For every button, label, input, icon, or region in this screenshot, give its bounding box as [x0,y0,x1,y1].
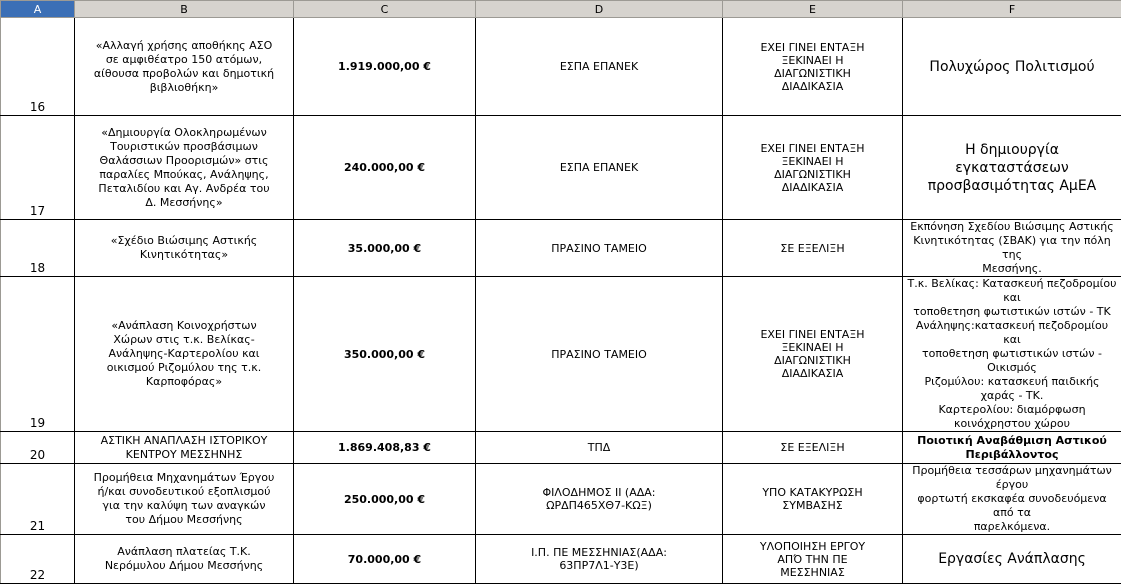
status-text: ΕΧΕΙ ΓΙΝΕΙ ΕΝΤΑΞΗ ΞΕΚΙΝΑΕΙ Η ΔΙΑΓΩΝΙΣΤΙΚΗ ΔΙΑΔΙΚΑΣΙΑ [727,328,898,380]
status-text: ΣΕ ΕΞΕΛΙΞΗ [727,441,898,454]
project-title: «Σχέδιο Βιώσιμης Αστικής Κινητικότητας» [79,234,289,262]
status-text: ΣΕ ΕΞΕΛΙΞΗ [727,242,898,255]
budget-cell[interactable] [294,18,476,116]
status-text: ΥΛΟΠΟΙΗΣΗ ΕΡΓΟΥ ΑΠΌ ΤΗΝ ΠΕ ΜΕΣΣΗΝΙΑΣ [727,540,898,579]
project-title-cell[interactable] [75,432,294,464]
status-cell[interactable] [723,432,903,464]
column-header-a[interactable]: A [1,1,75,18]
row-number[interactable]: 16 [1,18,75,116]
column-header-f[interactable]: F [903,1,1121,18]
funding-cell[interactable] [476,535,723,584]
budget-value: 1.869.408,83 € [298,441,471,454]
funding-source: ΠΡΑΣΙΝΟ ΤΑΜΕΙΟ [480,348,718,361]
table-row [1,464,1121,535]
funding-source: ΦΙΛΟΔΗΜΟΣ ΙΙ (ΑΔΑ: ΩΡΔΠ465ΧΘ7-ΚΩΞ) [480,486,718,512]
funding-cell[interactable] [476,18,723,116]
status-cell[interactable] [723,116,903,220]
description-text: Ποιοτική Αναβάθμιση Αστικού Περιβάλλοντος [907,434,1117,462]
table-row [1,432,1121,464]
description-cell[interactable] [903,464,1121,535]
table-row [1,535,1121,584]
column-header-d[interactable]: D [476,1,723,18]
description-cell[interactable] [903,432,1121,464]
table-row [1,277,1121,432]
description-cell[interactable] [903,18,1121,116]
status-cell[interactable] [723,277,903,432]
funding-cell[interactable] [476,277,723,432]
budget-value: 70.000,00 € [298,553,471,566]
description-text: Εκπόνηση Σχεδίου Βιώσιμης Αστικής Κινητικότητας (ΣΒΑΚ) για την πόλη της Μεσσήνης. [907,220,1117,276]
budget-value: 250.000,00 € [298,493,471,506]
description-text: Προμήθεια τεσσάρων μηχανημάτων έργου φορτωτή εκσκαφέα συνοδευόμενα από τα παρελκόμενα. [907,464,1117,534]
budget-cell[interactable] [294,277,476,432]
project-title: «Αλλαγή χρήσης αποθήκης ΑΣΟ σε αμφιθέατρο 150 ατόμων, αίθουσα προβολών και δημοτική βιβλιοθήκη» [79,39,289,95]
project-title-cell[interactable] [75,464,294,535]
funding-cell[interactable] [476,464,723,535]
budget-cell[interactable] [294,220,476,277]
status-cell[interactable] [723,464,903,535]
funding-source: ΕΣΠΑ ΕΠΑΝΕΚ [480,60,718,73]
funding-source: Ι.Π. ΠΕ ΜΕΣΣΗΝΙΑΣ(ΑΔΑ: 63ΠΡ7Λ1-Υ3Ε) [480,546,718,572]
funding-cell[interactable] [476,116,723,220]
column-header-e[interactable]: E [723,1,903,18]
table-row [1,220,1121,277]
budget-cell[interactable] [294,464,476,535]
description-text: Εργασίες Ανάπλασης [907,550,1117,568]
budget-value: 350.000,00 € [298,348,471,361]
status-text: ΕΧΕΙ ΓΙΝΕΙ ΕΝΤΑΞΗ ΞΕΚΙΝΑΕΙ Η ΔΙΑΓΩΝΙΣΤΙΚΗ ΔΙΑΔΙΚΑΣΙΑ [727,142,898,194]
budget-cell[interactable] [294,432,476,464]
project-title: Ανάπλαση πλατείας Τ.Κ. Νερόμυλου Δήμου Μεσσήνης [79,545,289,573]
budget-value: 1.919.000,00 € [298,60,471,73]
funding-source: ΠΡΑΣΙΝΟ ΤΑΜΕΙΟ [480,242,718,255]
funding-source: ΤΠΔ [480,441,718,454]
project-title-cell[interactable] [75,535,294,584]
column-header-row [1,1,1121,18]
column-header-c[interactable]: C [294,1,476,18]
project-title-cell[interactable] [75,116,294,220]
project-title: Προμήθεια Μηχανημάτων Έργου ή/και συνοδευτικού εξοπλισμού για την καλύψη των αναγκών του Δήμου Μεσσήνης [79,471,289,527]
budget-cell[interactable] [294,116,476,220]
project-title: «Ανάπλαση Κοινοχρήστων Χώρων στις τ.κ. Βελίκας- Ανάληψης-Καρτερολίου και οικισμού Ριζομύλου της τ.κ. Καρποφόρας» [79,319,289,389]
description-cell[interactable] [903,277,1121,432]
row-number[interactable]: 19 [1,277,75,432]
status-text: ΥΠΟ ΚΑΤΑΚΥΡΩΣΗ ΣΥΜΒΑΣΗΣ [727,486,898,512]
table-row [1,116,1121,220]
project-title-cell[interactable] [75,18,294,116]
funding-source: ΕΣΠΑ ΕΠΑΝΕΚ [480,161,718,174]
budget-cell[interactable] [294,535,476,584]
description-cell[interactable] [903,535,1121,584]
row-number[interactable]: 21 [1,464,75,535]
row-number[interactable]: 18 [1,220,75,277]
budget-value: 240.000,00 € [298,161,471,174]
status-cell[interactable] [723,535,903,584]
description-cell[interactable] [903,116,1121,220]
description-text: Πολυχώρος Πολιτισμού [907,58,1117,76]
row-number[interactable]: 20 [1,432,75,464]
project-title-cell[interactable] [75,220,294,277]
status-cell[interactable] [723,18,903,116]
project-title-cell[interactable] [75,277,294,432]
table-row [1,18,1121,116]
budget-value: 35.000,00 € [298,242,471,255]
description-text: Τ.κ. Βελίκας: Κατασκευή πεζοδρομίου και τοποθετηση φωτιστικών ιστών - ΤΚ Ανάληψης:κατασκευή πεζοδρομίου και τοποθετηση φωτιστικών ιστών - Οικισμός Ριζομύλου: κατασκευή παιδικής χαράς - ΤΚ. Καρτερολίου: διαμόρφωση κοινόχρηστου χώρου [907,277,1117,431]
row-number[interactable]: 22 [1,535,75,584]
row-number[interactable]: 17 [1,116,75,220]
funding-cell[interactable] [476,432,723,464]
description-cell[interactable] [903,220,1121,277]
description-text: Η δημιουργία εγκαταστάσεων προσβασιμότητας ΑμΕΑ [907,141,1117,195]
status-text: ΕΧΕΙ ΓΙΝΕΙ ΕΝΤΑΞΗ ΞΕΚΙΝΑΕΙ Η ΔΙΑΓΩΝΙΣΤΙΚΗ ΔΙΑΔΙΚΑΣΙΑ [727,41,898,93]
funding-cell[interactable] [476,220,723,277]
status-cell[interactable] [723,220,903,277]
project-title: «Δημιουργία Ολοκληρωμένων Τουριστικών προσβάσιμων Θαλάσσιων Προορισμών» στις παραλίες Μπούκας, Ανάληψης, Πεταλιδίου και Αγ. Ανδρέα του Δ. Μεσσήνης» [79,126,289,210]
column-header-b[interactable]: B [75,1,294,18]
project-title: ΑΣΤΙΚΗ ΑΝΑΠΛΑΣΗ ΙΣΤΟΡΙΚΟΥ ΚΕΝΤΡΟΥ ΜΕΣΣΗΝΗΣ [79,434,289,462]
